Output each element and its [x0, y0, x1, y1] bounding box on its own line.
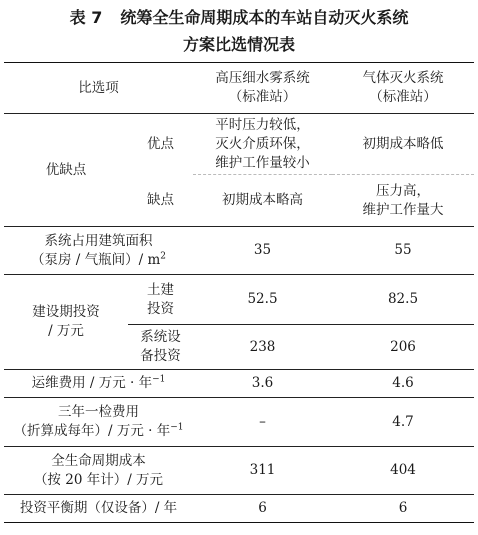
- table-row-civil-investment: [4, 275, 474, 325]
- civil-col1: 52.5: [193, 275, 332, 325]
- cons-label: 缺点: [128, 175, 193, 227]
- header-item: 比选项: [4, 63, 193, 114]
- om-col2: 4.6: [332, 370, 474, 398]
- header-col1: 高压细水雾系统 （标准站）: [193, 63, 332, 114]
- lifecycle-col1: 311: [193, 447, 332, 495]
- pros-col2: 初期成本略低: [332, 114, 474, 175]
- table-row-triennial: [4, 398, 474, 447]
- om-col1: 3.6: [193, 370, 332, 398]
- area-col2: 55: [332, 227, 474, 275]
- comparison-table: [4, 62, 474, 523]
- table-title-line2: 方案比选情况表: [182, 35, 295, 54]
- payback-col2: 6: [332, 495, 474, 523]
- table-number: 表 7: [69, 8, 103, 27]
- cons-col2: 压力高， 维护工作量大: [332, 175, 474, 227]
- header-row: [4, 63, 474, 114]
- header-col2: 气体灭火系统 （标准站）: [332, 63, 474, 114]
- pros-label: 优点: [147, 135, 174, 152]
- lifecycle-col2: 404: [332, 447, 474, 495]
- pros-cons-label: 优缺点: [4, 114, 128, 227]
- triennial-label: 三年一检费用 （折算成每年）/ 万元 · 年$^{-1}$: [4, 398, 193, 447]
- table-row-area: [4, 227, 474, 275]
- equipment-investment-label: 系统设 备投资: [128, 325, 193, 370]
- area-col1: 35: [193, 227, 332, 275]
- pros-col1: 平时压力较低， 灭火介质环保， 维护工作量较小: [193, 114, 332, 175]
- lifecycle-label: 全生命周期成本 （按 20 年计）/ 万元: [4, 447, 193, 495]
- table-title-line1: 统筹全生命周期成本的车站自动灭火系统: [120, 8, 409, 27]
- table-row-lifecycle: [4, 447, 474, 495]
- triennial-col2: 4.7: [332, 398, 474, 447]
- payback-label: 投资平衡期（仅设备）/ 年: [4, 495, 193, 523]
- civil-col2: 82.5: [332, 275, 474, 325]
- table-caption: [0, 7, 478, 29]
- table-row-pros: [4, 114, 474, 175]
- investment-label: 建设期投资 / 万元: [4, 275, 128, 370]
- payback-col1: 6: [193, 495, 332, 523]
- cons-col1: 初期成本略高: [193, 175, 332, 227]
- table-row-om-cost: [4, 370, 474, 398]
- area-label: 系统占用建筑面积 （泵房 / 气瓶间）/ $m^2$: [4, 227, 193, 275]
- table-row-payback: [4, 495, 474, 523]
- om-cost-label: 运维费用 / 万元 · 年$^{-1}$: [4, 370, 193, 398]
- triennial-col1: –: [193, 398, 332, 447]
- equip-col2: 206: [332, 325, 474, 370]
- civil-investment-label: 土建 投资: [128, 275, 193, 325]
- equip-col1: 238: [193, 325, 332, 370]
